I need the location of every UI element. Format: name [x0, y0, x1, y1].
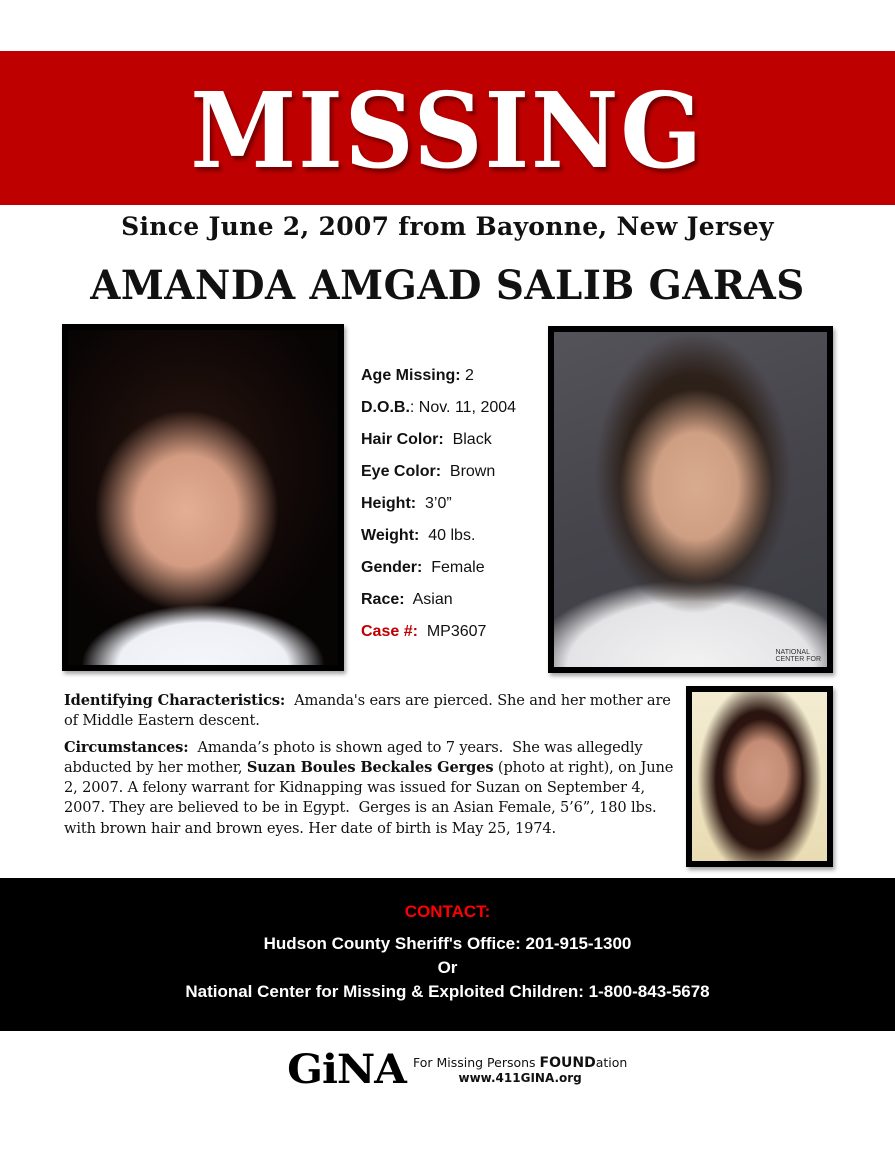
- circumstances-label: Circumstances:: [64, 738, 189, 756]
- fact-value: Black: [443, 431, 492, 448]
- fact-label: Age Missing:: [361, 367, 461, 384]
- gina-tagline-bold: FOUND: [539, 1054, 596, 1071]
- fact-value: 2: [460, 367, 474, 384]
- identifying-label: Identifying Characteristics:: [64, 692, 286, 709]
- fact-value: Female: [422, 559, 485, 576]
- gina-footer-logo: [287, 1046, 630, 1093]
- fact-case-number: [361, 622, 541, 654]
- fact-age-missing: [361, 366, 541, 398]
- fact-eye-color: [361, 462, 541, 494]
- fact-height: [361, 494, 541, 526]
- fact-value: 40 lbs.: [419, 527, 476, 544]
- fact-value: MP3607: [417, 623, 487, 640]
- gina-url-link[interactable]: www.411GINA.org: [458, 1070, 582, 1085]
- child-photo: [62, 324, 344, 671]
- fact-value: Brown: [441, 463, 496, 480]
- mother-photo: [686, 686, 833, 867]
- identifying-characteristics: [64, 691, 676, 732]
- identifying-text: Amanda's ears are pierced. She and her mother are of Middle Eastern descent.: [64, 692, 676, 730]
- fact-value: : Nov. 11, 2004: [409, 399, 517, 416]
- fact-label: Case #:: [361, 623, 418, 640]
- fact-hair-color: [361, 430, 541, 462]
- fact-label: Race:: [361, 591, 405, 608]
- gina-tagline-suffix: ation: [595, 1054, 628, 1070]
- fact-label: D.O.B.: [361, 399, 410, 416]
- fact-label: Hair Color:: [361, 431, 444, 448]
- circumstances-text: Amanda’s photo is shown aged to 7 years. She was allegedly abducted by her mother,: [64, 738, 647, 776]
- contact-sheriff: Hudson County Sheriff's Office: 201-915-1300: [263, 934, 632, 953]
- fact-value: Asian: [404, 591, 453, 608]
- watermark-line: CENTER FOR: [775, 656, 821, 663]
- missing-person-name: AMANDA AMGAD SALIB GARAS: [90, 262, 805, 309]
- ncmec-watermark: [776, 649, 822, 663]
- suspect-name: Suzan Boules Beckales Gerges: [246, 758, 494, 776]
- watermark-line: NATIONAL: [775, 649, 810, 656]
- contact-title: CONTACT:: [404, 902, 491, 921]
- description: [64, 691, 676, 845]
- circumstances: [64, 738, 676, 839]
- contact-band: [0, 878, 895, 1031]
- contact-ncmec: National Center for Missing & Exploited Children: 1-800-843-5678: [185, 982, 710, 1001]
- fact-gender: [361, 558, 541, 590]
- missing-since-line: Since June 2, 2007 from Bayonne, New Jersey: [121, 212, 774, 241]
- missing-title: MISSING: [190, 69, 705, 192]
- circumstances-text: (photo at right), on June 2, 2007. A felony warrant for Kidnapping was issued for Suzan on September 4, 2007. They are believed to be in Egypt. Gerges is an Asian Female, 5’6”, 180 lbs. with brown hair and brown eyes. Her date of birth is May 25, 1974.: [64, 758, 678, 837]
- contact-or: Or: [437, 958, 458, 977]
- gina-tagline-prefix: For Missing Persons: [412, 1054, 540, 1070]
- gina-logo-text: [413, 1055, 627, 1086]
- facts-list: [361, 366, 541, 654]
- fact-weight: [361, 526, 541, 558]
- fact-label: Height:: [361, 495, 417, 512]
- fact-dob: [361, 398, 541, 430]
- fact-label: Eye Color:: [361, 463, 442, 480]
- missing-banner: [0, 51, 895, 205]
- gina-logo-mark: GiNA: [287, 1046, 406, 1093]
- gina-tagline: [413, 1055, 627, 1071]
- fact-label: Gender:: [361, 559, 423, 576]
- fact-label: Weight:: [361, 527, 420, 544]
- fact-value: 3’0”: [416, 495, 452, 512]
- age-progressed-photo: [548, 326, 833, 673]
- fact-race: [361, 590, 541, 622]
